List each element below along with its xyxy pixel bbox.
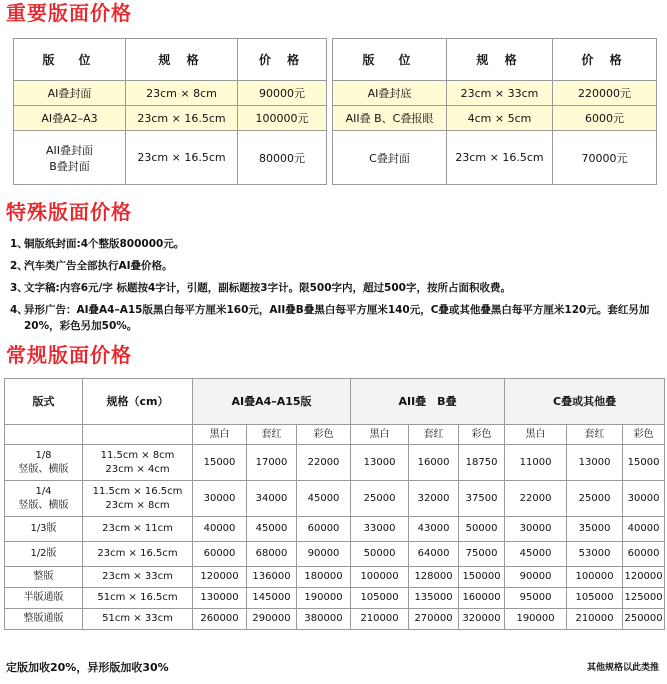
cell-position: AII叠 B、C叠报眼 xyxy=(333,106,447,131)
table-row xyxy=(5,567,665,588)
table-row xyxy=(333,131,657,185)
cell-spec-line1: 23cm × 16.5cm xyxy=(97,548,178,559)
regular-price-table xyxy=(4,378,665,630)
cell-price: 180000 xyxy=(297,567,351,588)
table-row xyxy=(5,445,665,481)
note-number: 2、 xyxy=(10,260,28,272)
cell-price: 32000 xyxy=(409,481,459,517)
cell-format-line1: 整版通版 xyxy=(23,613,64,624)
cell-price: 45000 xyxy=(505,542,567,567)
cell-position xyxy=(14,131,126,185)
note-number: 4、 xyxy=(10,304,28,316)
table-row xyxy=(14,81,327,106)
cell-spec xyxy=(83,517,193,542)
cell-format xyxy=(5,481,83,517)
note-number: 1、 xyxy=(10,238,28,250)
cell-price: 18750 xyxy=(459,445,505,481)
cell-price: 37500 xyxy=(459,481,505,517)
note-text: 铜版纸封面:4个整版800000元。 xyxy=(24,238,185,250)
cell-price: 25000 xyxy=(351,481,409,517)
cell-price: 17000 xyxy=(247,445,297,481)
header-group-c: C叠或其他叠 xyxy=(505,379,665,425)
cell-price: 136000 xyxy=(247,567,297,588)
cell-price: 210000 xyxy=(351,609,409,630)
cell-price: 30000 xyxy=(623,481,665,517)
cell-spec: 23cm × 33cm xyxy=(447,81,553,106)
subheader-color: 彩色 xyxy=(459,425,505,445)
cell-price: 45000 xyxy=(247,517,297,542)
cell-spec: 23cm × 8cm xyxy=(126,81,238,106)
cell-spec-line1: 11.5cm × 8cm xyxy=(100,449,175,461)
cell-spec-line2: 23cm × 8cm xyxy=(105,499,170,511)
cell-price: 11000 xyxy=(505,445,567,481)
subheader-color: 彩色 xyxy=(623,425,665,445)
cell-spec-line1: 23cm × 33cm xyxy=(102,571,173,582)
cell-price: 210000 xyxy=(567,609,623,630)
cell-price: 380000 xyxy=(297,609,351,630)
cell-price: 16000 xyxy=(409,445,459,481)
table-row xyxy=(5,542,665,567)
subheader-color: 彩色 xyxy=(297,425,351,445)
cell-price: 150000 xyxy=(459,567,505,588)
table-row xyxy=(5,588,665,609)
cell-format xyxy=(5,588,83,609)
cell-price: 128000 xyxy=(409,567,459,588)
cell-format-line1: 1/8 xyxy=(35,449,52,461)
cell-price: 320000 xyxy=(459,609,505,630)
cell-spec-line1: 51cm × 16.5cm xyxy=(97,592,178,603)
cell-price: 270000 xyxy=(409,609,459,630)
table-row xyxy=(333,81,657,106)
cell-price: 30000 xyxy=(505,517,567,542)
cell-spec-line1: 11.5cm × 16.5cm xyxy=(92,485,183,497)
header-spec: 规格（cm） xyxy=(83,379,193,425)
header-group-aii: AII叠 B叠 xyxy=(351,379,505,425)
cell-position: AI叠封底 xyxy=(333,81,447,106)
cell-format xyxy=(5,445,83,481)
cell-position: AI叠封面 xyxy=(14,81,126,106)
cell-spec xyxy=(83,481,193,517)
cell-price: 33000 xyxy=(351,517,409,542)
note-text: 文字稿:内容6元/字 标题按4字计，引题，副标题按3字计。限500字内，超过500字，按所占面积收费。 xyxy=(24,282,511,294)
header-position: 版 位 xyxy=(333,39,447,81)
cell-position: AI叠A2–A3 xyxy=(14,106,126,131)
cell-price: 13000 xyxy=(351,445,409,481)
header-spec: 规 格 xyxy=(126,39,238,81)
footer-note-left: 定版加收20%，异形版加收30% xyxy=(6,661,169,674)
table-row xyxy=(5,609,665,630)
table-row xyxy=(333,106,657,131)
cell-price: 80000元 xyxy=(238,131,327,185)
cell-format-line1: 整版 xyxy=(33,571,54,582)
cell-position: C叠封面 xyxy=(333,131,447,185)
cell-spec xyxy=(83,445,193,481)
header-format: 版式 xyxy=(5,379,83,425)
cell-spec-line2: 23cm × 4cm xyxy=(105,463,170,475)
cell-price: 190000 xyxy=(505,609,567,630)
header-spec: 规 格 xyxy=(447,39,553,81)
cell-price: 75000 xyxy=(459,542,505,567)
cell-price: 105000 xyxy=(351,588,409,609)
cell-price: 45000 xyxy=(297,481,351,517)
cell-price: 100000 xyxy=(567,567,623,588)
subheader-red: 套红 xyxy=(409,425,459,445)
cell-spec: 23cm × 16.5cm xyxy=(447,131,553,185)
header-price: 价 格 xyxy=(238,39,327,81)
header-position: 版 位 xyxy=(14,39,126,81)
cell-spec-line1: 51cm × 33cm xyxy=(102,613,173,624)
list-item xyxy=(10,280,660,296)
cell-spec xyxy=(83,609,193,630)
cell-format xyxy=(5,567,83,588)
cell-price: 40000 xyxy=(193,517,247,542)
cell-price: 30000 xyxy=(193,481,247,517)
header-group-ai: AI叠A4–A15版 xyxy=(193,379,351,425)
cell-price: 43000 xyxy=(409,517,459,542)
cell-price: 50000 xyxy=(459,517,505,542)
cell-price: 105000 xyxy=(567,588,623,609)
cell-format-line1: 半版通版 xyxy=(23,592,64,603)
cell-price: 125000 xyxy=(623,588,665,609)
cell-price: 100000元 xyxy=(238,106,327,131)
note-text: 汽车类广告全部执行AI叠价格。 xyxy=(24,260,173,272)
footer-note-right: 其他规格以此类推 xyxy=(586,663,659,673)
note-number: 3、 xyxy=(10,282,28,294)
cell-price: 22000 xyxy=(297,445,351,481)
cell-price: 95000 xyxy=(505,588,567,609)
cell-price: 190000 xyxy=(297,588,351,609)
cell-price: 260000 xyxy=(193,609,247,630)
cell-price: 15000 xyxy=(193,445,247,481)
special-notes-list xyxy=(10,236,660,340)
cell-price: 15000 xyxy=(623,445,665,481)
cell-format-line1: 1/3版 xyxy=(30,523,57,534)
cell-spec xyxy=(83,542,193,567)
cell-position-line2: B叠封面 xyxy=(49,159,90,173)
header-price: 价 格 xyxy=(553,39,657,81)
list-item xyxy=(10,302,660,334)
cell-spec: 23cm × 16.5cm xyxy=(126,106,238,131)
subheader-bw: 黑白 xyxy=(193,425,247,445)
important-price-table-left xyxy=(13,38,327,185)
cell-price: 90000 xyxy=(297,542,351,567)
cell-spec xyxy=(83,567,193,588)
cell-format xyxy=(5,609,83,630)
list-item xyxy=(10,258,660,274)
table-row xyxy=(5,517,665,542)
cell-price: 22000 xyxy=(505,481,567,517)
cell-format-line2: 竖版、横版 xyxy=(18,499,69,511)
cell-position-line1: AII叠封面 xyxy=(45,143,93,157)
cell-price: 60000 xyxy=(297,517,351,542)
cell-price: 135000 xyxy=(409,588,459,609)
cell-price: 120000 xyxy=(623,567,665,588)
list-item xyxy=(10,236,660,252)
subheader-bw: 黑白 xyxy=(351,425,409,445)
cell-price: 290000 xyxy=(247,609,297,630)
important-price-table-right xyxy=(332,38,657,185)
cell-spec-line1: 23cm × 11cm xyxy=(102,523,173,534)
cell-price: 100000 xyxy=(351,567,409,588)
cell-price: 90000 xyxy=(505,567,567,588)
cell-spec xyxy=(83,588,193,609)
cell-price: 35000 xyxy=(567,517,623,542)
table-row xyxy=(5,481,665,517)
subheader-red: 套红 xyxy=(567,425,623,445)
cell-price: 6000元 xyxy=(553,106,657,131)
cell-price: 90000元 xyxy=(238,81,327,106)
cell-price: 70000元 xyxy=(553,131,657,185)
section-title-special: 特殊版面价格 xyxy=(6,200,132,224)
table-row xyxy=(14,131,327,185)
cell-price: 40000 xyxy=(623,517,665,542)
cell-format xyxy=(5,517,83,542)
cell-price: 145000 xyxy=(247,588,297,609)
cell-price: 120000 xyxy=(193,567,247,588)
cell-spec: 23cm × 16.5cm xyxy=(126,131,238,185)
cell-price: 220000元 xyxy=(553,81,657,106)
cell-price: 50000 xyxy=(351,542,409,567)
cell-format-line1: 1/2版 xyxy=(30,548,57,559)
cell-format-line1: 1/4 xyxy=(35,485,52,497)
cell-price: 250000 xyxy=(623,609,665,630)
note-text: 异形广告：AI叠A4–A15版黑白每平方厘米160元，AII叠B叠黑白每平方厘米140元，C叠或其他叠黑白每平方厘米120元。套红另加20%，彩色另加50%。 xyxy=(24,304,650,332)
section-title-regular: 常规版面价格 xyxy=(6,343,132,367)
cell-price: 25000 xyxy=(567,481,623,517)
section-title-important: 重要版面价格 xyxy=(6,1,132,25)
cell-price: 64000 xyxy=(409,542,459,567)
cell-price: 60000 xyxy=(193,542,247,567)
cell-price: 60000 xyxy=(623,542,665,567)
subheader-bw: 黑白 xyxy=(505,425,567,445)
cell-price: 160000 xyxy=(459,588,505,609)
table-row xyxy=(14,106,327,131)
cell-price: 53000 xyxy=(567,542,623,567)
cell-price: 13000 xyxy=(567,445,623,481)
cell-price: 68000 xyxy=(247,542,297,567)
cell-price: 34000 xyxy=(247,481,297,517)
subheader-red: 套红 xyxy=(247,425,297,445)
cell-format-line2: 竖版、横版 xyxy=(18,463,69,475)
cell-format xyxy=(5,542,83,567)
cell-spec: 4cm × 5cm xyxy=(447,106,553,131)
cell-price: 130000 xyxy=(193,588,247,609)
